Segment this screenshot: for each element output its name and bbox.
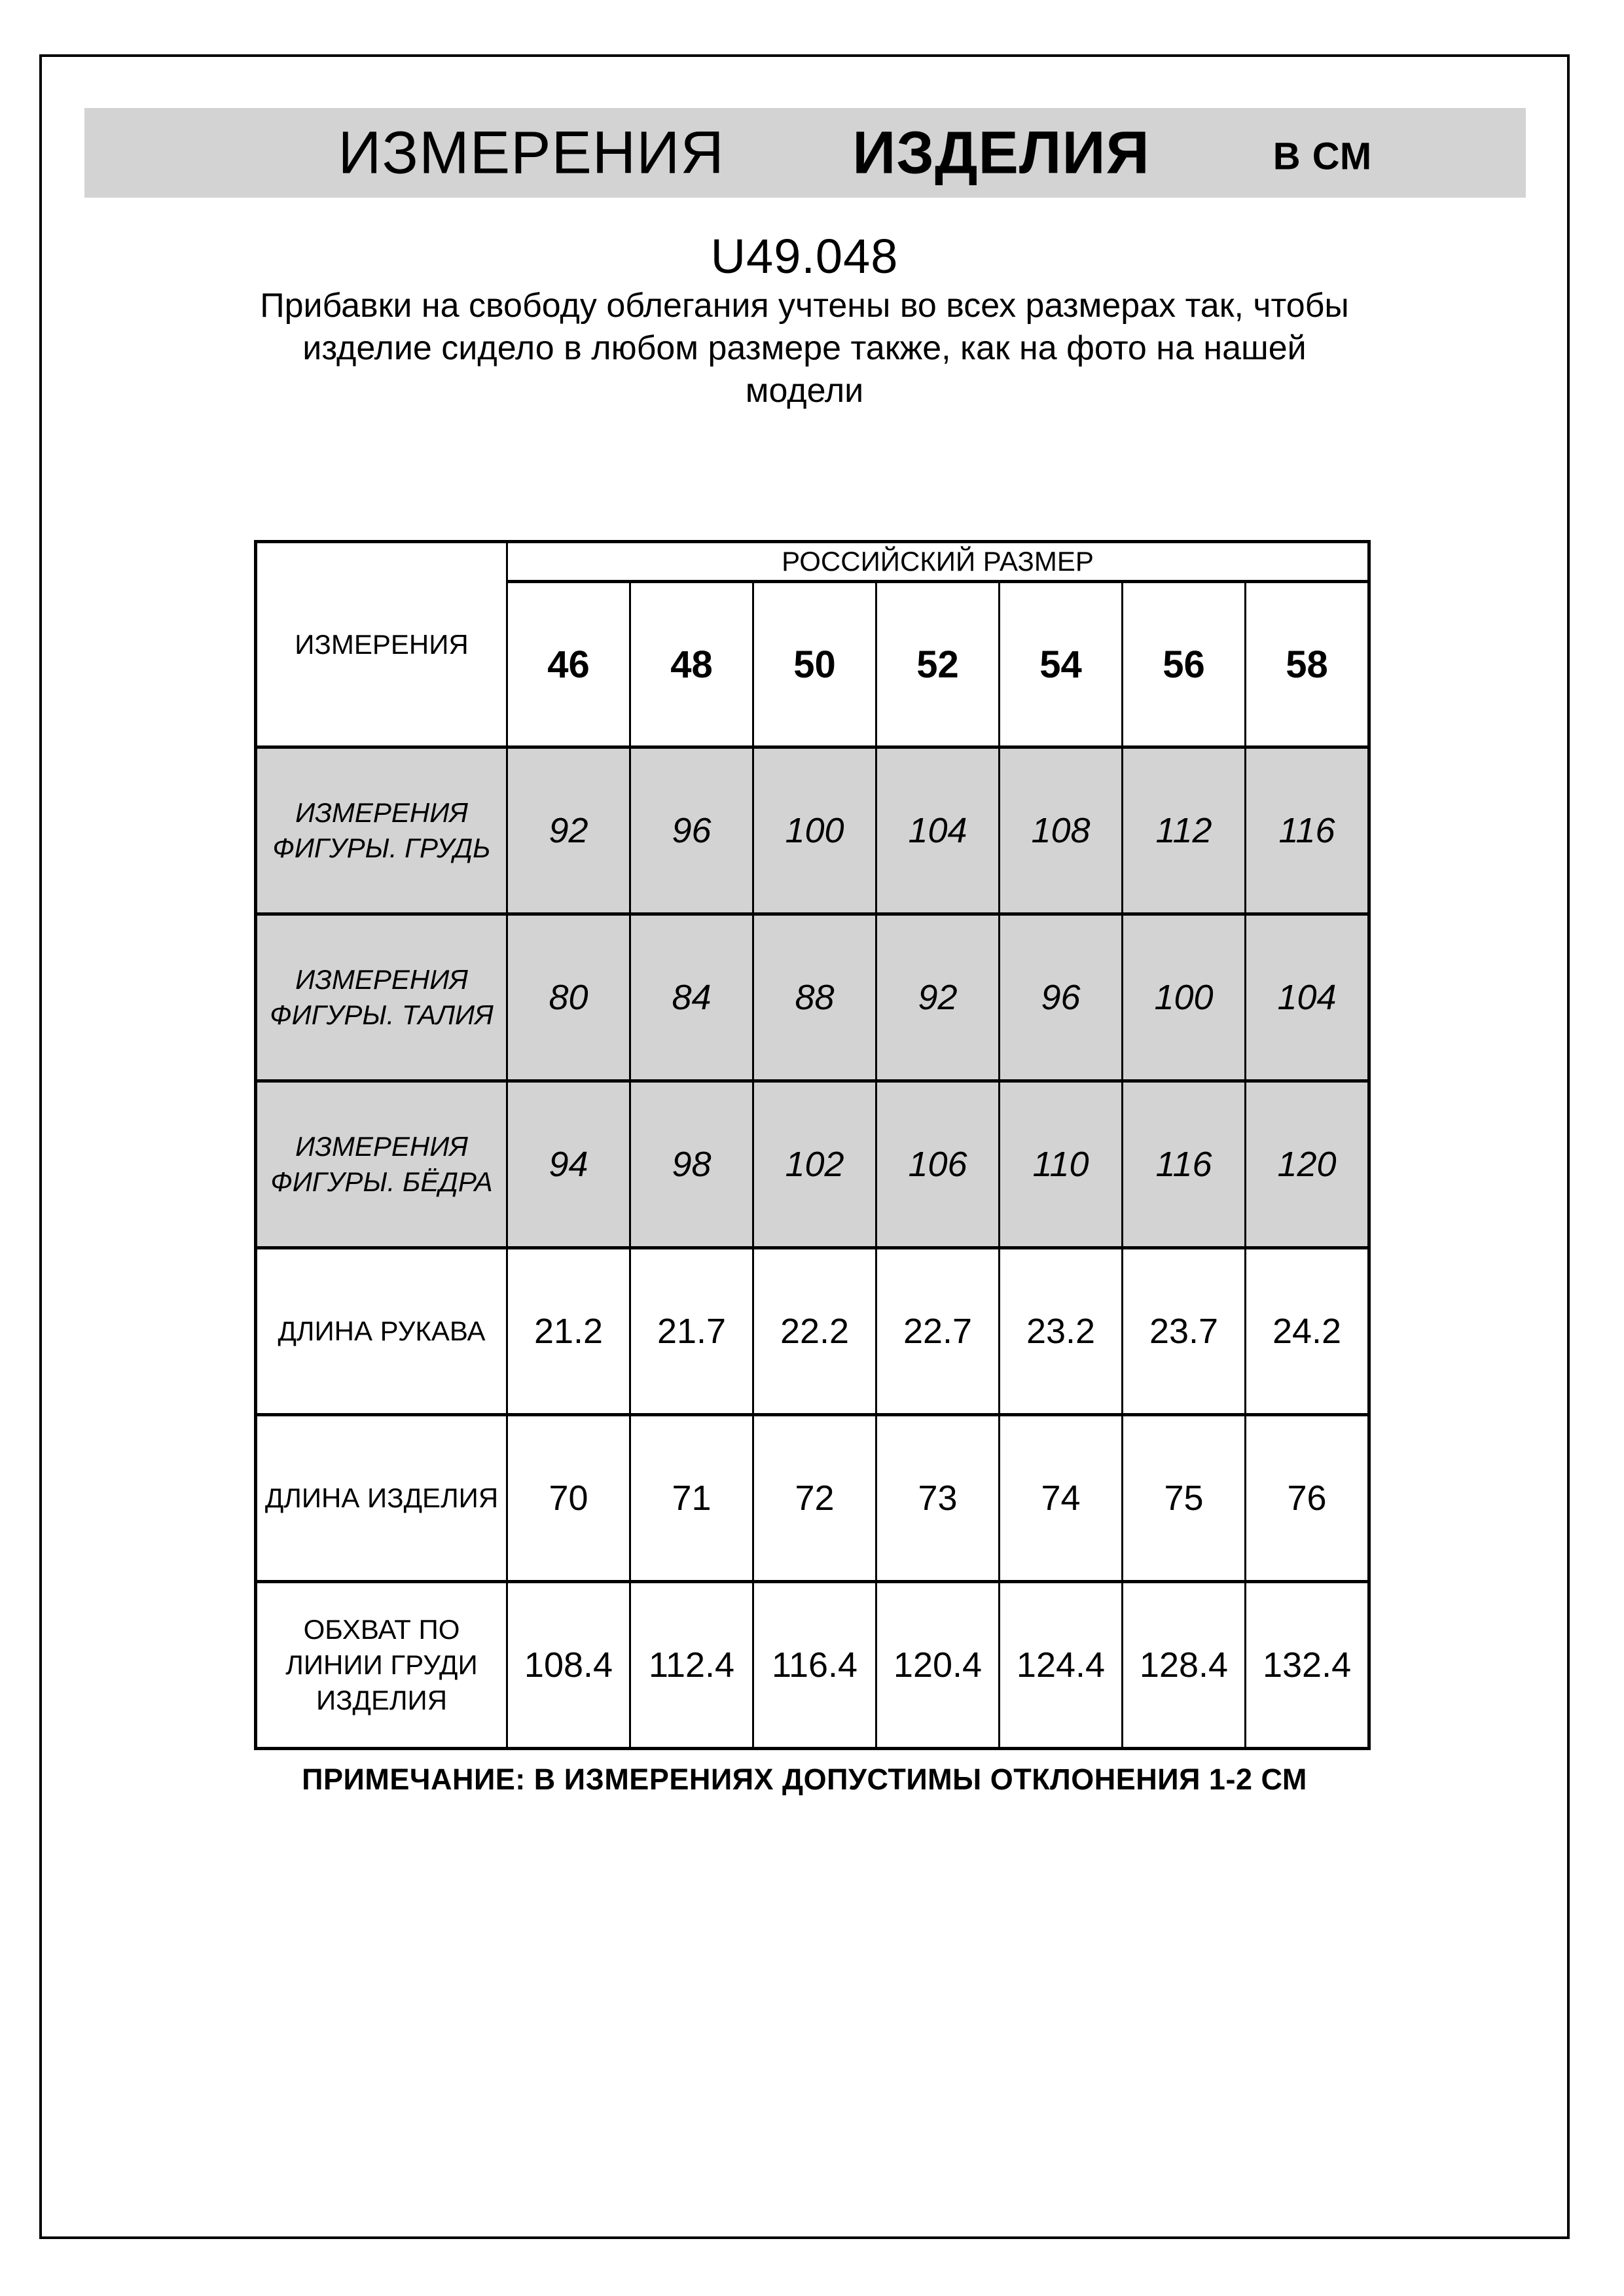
value-cell: 73 xyxy=(876,1415,1000,1582)
title-bar xyxy=(84,108,1526,198)
value-cell: 80 xyxy=(507,914,630,1081)
value-cell: 92 xyxy=(876,914,1000,1081)
table-row-chest-girth-item xyxy=(256,1582,1369,1749)
value-cell: 116 xyxy=(1123,1081,1246,1248)
value-cell: 104 xyxy=(876,747,1000,914)
value-cell: 94 xyxy=(507,1081,630,1248)
value-cell: 96 xyxy=(630,747,753,914)
value-cell: 21.2 xyxy=(507,1248,630,1415)
value-cell: 120 xyxy=(1246,1081,1369,1248)
product-code: U49.048 xyxy=(710,229,899,283)
corner-header-cell: ИЗМЕРЕНИЯ xyxy=(256,542,507,747)
size-header-cell: 46 xyxy=(507,582,630,747)
size-table xyxy=(254,540,1371,1750)
value-cell: 116.4 xyxy=(753,1582,876,1749)
size-header-cell: 58 xyxy=(1246,582,1369,747)
value-cell: 71 xyxy=(630,1415,753,1582)
intro-text: Прибавки на свободу облегания учтены во всех размерах так, чтобы изделие сидело в любом размере также, как на фото на нашей модели xyxy=(260,287,1349,410)
value-cell: 112.4 xyxy=(630,1582,753,1749)
value-cell: 23.7 xyxy=(1123,1248,1246,1415)
value-cell: 110 xyxy=(1000,1081,1123,1248)
value-cell: 75 xyxy=(1123,1415,1246,1582)
title-product: ИЗДЕЛИЯ xyxy=(852,119,1150,186)
value-cell: 23.2 xyxy=(1000,1248,1123,1415)
value-cell: 21.7 xyxy=(630,1248,753,1415)
value-cell: 72 xyxy=(753,1415,876,1582)
table-row-item-length xyxy=(256,1415,1369,1582)
row-label-cell: ИЗМЕРЕНИЯ ФИГУРЫ. ТАЛИЯ xyxy=(256,914,507,1081)
page-frame xyxy=(39,54,1570,2239)
size-header-cell: 52 xyxy=(876,582,1000,747)
value-cell: 74 xyxy=(1000,1415,1123,1582)
value-cell: 70 xyxy=(507,1415,630,1582)
value-cell: 98 xyxy=(630,1081,753,1248)
value-cell: 92 xyxy=(507,747,630,914)
size-group-header-cell: РОССИЙСКИЙ РАЗМЕР xyxy=(507,542,1369,582)
table-row-chest xyxy=(256,747,1369,914)
value-cell: 88 xyxy=(753,914,876,1081)
size-header-cell: 50 xyxy=(753,582,876,747)
value-cell: 124.4 xyxy=(1000,1582,1123,1749)
table-row-hips xyxy=(256,1081,1369,1248)
row-label-cell: ИЗМЕРЕНИЯ ФИГУРЫ. БЁДРА xyxy=(256,1081,507,1248)
size-header-cell: 48 xyxy=(630,582,753,747)
value-cell: 76 xyxy=(1246,1415,1369,1582)
title-unit: В СМ xyxy=(1272,135,1373,178)
value-cell: 22.7 xyxy=(876,1248,1000,1415)
size-header-cell: 56 xyxy=(1123,582,1246,747)
value-cell: 132.4 xyxy=(1246,1582,1369,1749)
value-cell: 120.4 xyxy=(876,1582,1000,1749)
table-row-sleeve-length xyxy=(256,1248,1369,1415)
table-row-waist xyxy=(256,914,1369,1081)
value-cell: 100 xyxy=(1123,914,1246,1081)
value-cell: 100 xyxy=(753,747,876,914)
value-cell: 106 xyxy=(876,1081,1000,1248)
value-cell: 116 xyxy=(1246,747,1369,914)
size-header-cell: 54 xyxy=(1000,582,1123,747)
value-cell: 96 xyxy=(1000,914,1123,1081)
row-label-cell: ДЛИНА РУКАВА xyxy=(256,1248,507,1415)
value-cell: 22.2 xyxy=(753,1248,876,1415)
value-cell: 104 xyxy=(1246,914,1369,1081)
title-measurements: ИЗМЕРЕНИЯ xyxy=(338,119,725,186)
row-label-cell: ИЗМЕРЕНИЯ ФИГУРЫ. ГРУДЬ xyxy=(256,747,507,914)
value-cell: 102 xyxy=(753,1081,876,1248)
value-cell: 108.4 xyxy=(507,1582,630,1749)
value-cell: 24.2 xyxy=(1246,1248,1369,1415)
value-cell: 112 xyxy=(1123,747,1246,914)
value-cell: 108 xyxy=(1000,747,1123,914)
note-text: ПРИМЕЧАНИЕ: В ИЗМЕРЕНИЯХ ДОПУСТИМЫ ОТКЛОНЕНИЯ 1-2 СМ xyxy=(302,1763,1307,1796)
row-label-cell: ОБХВАТ ПО ЛИНИИ ГРУДИ ИЗДЕЛИЯ xyxy=(256,1582,507,1749)
value-cell: 84 xyxy=(630,914,753,1081)
value-cell: 128.4 xyxy=(1123,1582,1246,1749)
row-label-cell: ДЛИНА ИЗДЕЛИЯ xyxy=(256,1415,507,1582)
